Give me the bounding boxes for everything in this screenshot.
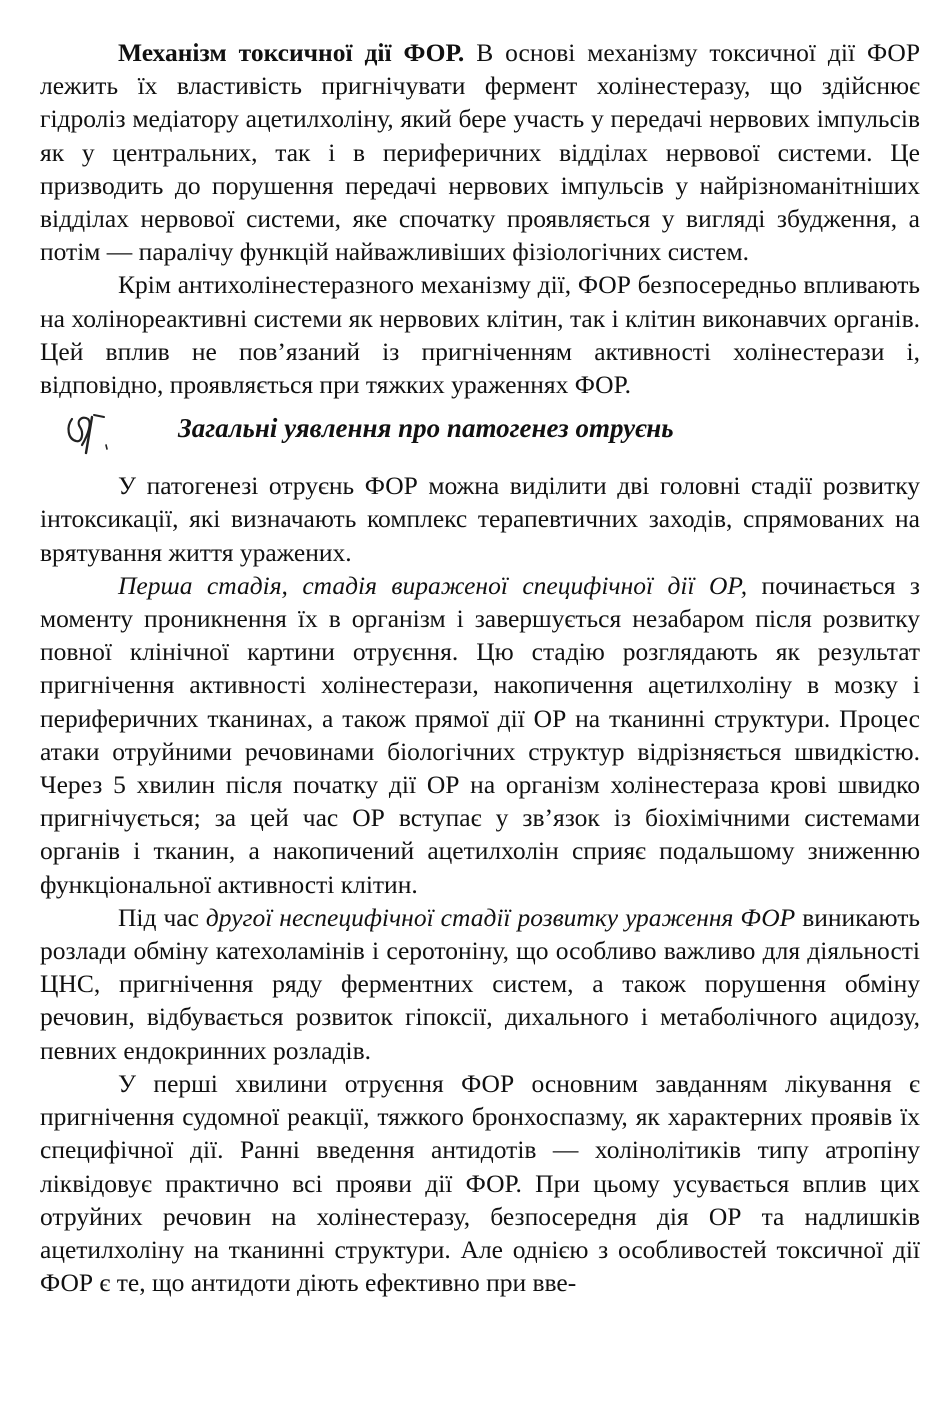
handwritten-mark-icon <box>62 405 112 461</box>
second-stage-text: виникають розлади обміну катехоламінів і серотоніну, що особливо важливо для діяльності ЦНС, пригнічення ряду ферментних систем, а також порушення обміну речовин, відбувається розвиток гіпоксії, дихального і метаболічного ацидозу, певних ендокринних розладів. <box>40 902 920 1065</box>
first-stage-paragraph <box>40 569 920 901</box>
pathogenesis-intro-paragraph: У патогенезі отруєнь ФОР можна виділити дві головні стадії розвитку інтоксикації, які визначають комплекс терапевтичних заходів, спрямованих на врятування життя уражених. <box>40 471 920 567</box>
section-heading: Загальні уявлення про патогенез отруєнь <box>178 413 674 444</box>
mechanism-text: В основі механізму токсичної дії ФОР лежить їх властивість пригнічувати фермент холінестеразу, що здійснює гідроліз медіатору ацетилхоліну, який бере участь у передачі нервових імпульсів як у центральних, так і в периферичних відділах нервової системи. Це призводить до порушення передачі нервових імпульсів у найрізноманітніших відділах нервової системи, яке спочатку проявляється у вигляді збудження, а потім — паралічу функцій найважливіших фізіологічних систем. <box>40 38 920 267</box>
second-stage-title: другої неспецифічної стадії розвитку ураження ФОР <box>205 902 796 932</box>
mechanism-lead: Механізм токсичної дії ФОР. <box>118 38 465 67</box>
anticholinesterase-paragraph: Крім антихолінестеразного механізму дії, ФОР безпосередньо впливають на холінореактивні системи як нервових клітин, так і клітин виконавчих органів. Цей вплив не пов’язаний із пригніченням активності холінестерази і, відповідно, проявляється при тяжких ураженнях ФОР. <box>40 270 920 400</box>
first-stage-title: Перша стадія, стадія вираженої специфічної дії ОР, <box>118 570 748 600</box>
treatment-paragraph: У перші хвилини отруєння ФОР основним завданням лікування є пригнічення судомної реакції, тяжкого бронхоспазму, як характерних проявів їх специфічної дії. Ранні введення антидотів — холінолітиків типу атропіну ліквідовує практично всі прояви дії ФОР. При цьому усувається вплив цих отруйних речовин на холінестеразу, безпосередня дія ОР та надлишків ацетилхоліну на тканинні структури. Але однією з особливостей токсичної дії ФОР є те, що антидоти діють ефективно при вве- <box>40 1068 920 1298</box>
document-page <box>40 36 920 1299</box>
section-heading-row <box>40 401 920 469</box>
first-stage-text: починається з моменту проникнення їх в організм і завершується незабаром після розвитку повної клінічної картини отруєння. Цю стадію розглядають як результат пригнічення активності холінестерази, накопичення ацетилхоліну в мозку і периферичних тканинах, а також прямої дії ОР на тканинні структури. Процес атаки отруйними речовинами біологічних структур відрізняється швидкістю. Через 5 хвилин після початку дії ОР на організм холінестераза крові швидко пригнічується; за цей час ОР вступає у зв’язок із біохімічними системами органів і тканин, а накопичений ацетилхолін сприяє подальшому зниженню функціональної активності клітин. <box>40 570 920 899</box>
second-stage-prefix: Під час <box>118 902 206 932</box>
mechanism-paragraph <box>40 36 920 268</box>
second-stage-paragraph <box>40 901 920 1067</box>
